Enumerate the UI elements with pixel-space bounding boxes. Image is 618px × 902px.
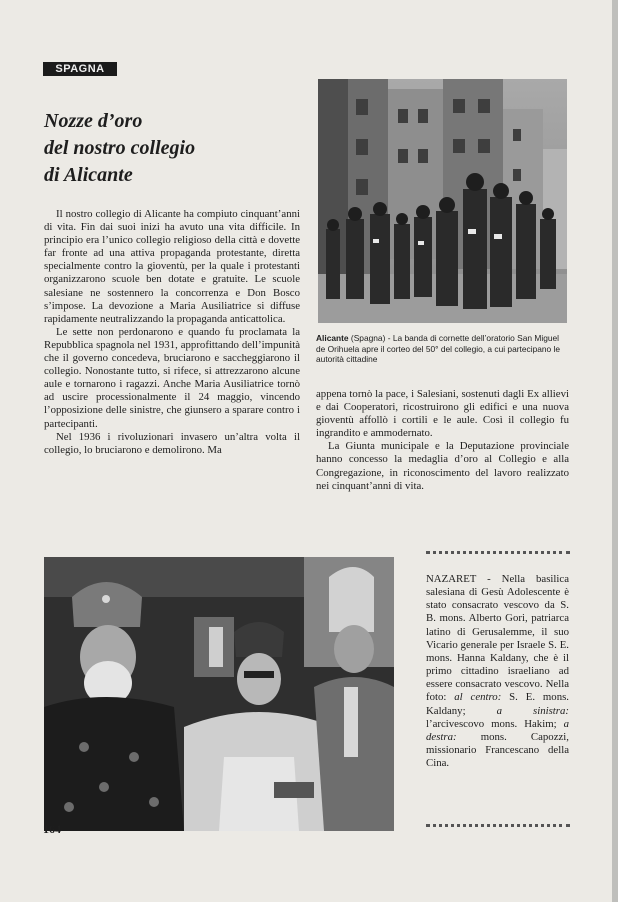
paragraph: appena tornò la pace, i Salesiani, sostenuti dagli Ex allievi e dai Cooperatori, ricostruirono gli edifici e una nuova gioventù affollò i cortili e le aule. Così il collegio fu ingrandito e ammodernato. xyxy=(316,388,569,440)
title-line-2: del nostro collegio xyxy=(44,137,196,159)
dotted-divider xyxy=(426,824,570,827)
paragraph: Le sette non perdonarono e quando fu proclamata la Repubblica spagnola nel 1931, approfittando dell’impunità che il governo concedeva, bruciarono e saccheggiarono il collegio. Nonostante tutto, si rifece, si attrezzarono alcune aule e tornarono i ragazzi. Anche Maria Ausiliatrice tornò ad uscire processionalmente il 24 maggio, vincendo l’opposizione delle sinistre, che giunsero a sparare contro i partecipanti. xyxy=(44,325,300,430)
bishops-consecration-photo xyxy=(44,557,394,831)
nazaret-text-1: - Nella basilica salesiana di Gesù Adolescente è stato consacrato vescovo da S. B. mons. Alberto Gori, patriarca latino di Gerusalemme, il suo Vicario generale per Israele S. E. mons. Hanna Kaldany, che è il primo cittadino israeliano ad essere consacrato vescovo. Nella foto: xyxy=(426,573,569,704)
nazaret-text-4: mons. Capozzi, missionario Francescano della Cina. xyxy=(426,730,569,770)
alicante-parade-photo xyxy=(318,79,567,323)
caption-place: Alicante xyxy=(316,333,349,343)
nazaret-text-3: l’arcivescovo mons. Hakim; xyxy=(426,717,564,730)
dotted-divider xyxy=(426,551,570,554)
nazaret-left-label: a sinistra: xyxy=(496,704,569,717)
section-badge: SPAGNA xyxy=(43,62,117,76)
caption-text: (Spagna) - La banda di cornette dell’oratorio San Miguel de Orihuela apre il corteo del 50° del collegio, a cui partecipano le autorità cittadine xyxy=(316,333,561,364)
page-number: 164 xyxy=(43,822,61,836)
nazaret-place: NAZARET xyxy=(426,573,477,585)
nazaret-center-label: al centro: xyxy=(454,691,502,704)
photo-caption-alicante xyxy=(316,333,569,365)
paragraph: Nel 1936 i rivoluzionari invasero un’altra volta il collegio, lo bruciarono e demolirono. Ma xyxy=(44,430,300,456)
article-column-2 xyxy=(316,388,569,493)
nazaret-caption xyxy=(426,573,569,770)
article-column-1 xyxy=(44,208,300,457)
nazaret-text-2: S. E. mons. Kaldany; xyxy=(426,691,570,717)
nazaret-right-label: a destra: xyxy=(426,717,569,743)
paragraph: La Giunta municipale e la Deputazione provinciale hanno concesso la medaglia d’oro al Collegio e alla Congregazione, in riconoscimento del lavoro realizzato nei cinquant’anni di vita. xyxy=(316,440,569,492)
title-line-1: Nozze d’oro xyxy=(44,110,143,132)
title-line-3: di Alicante xyxy=(44,164,133,186)
article-title xyxy=(44,108,294,189)
paragraph: Il nostro collegio di Alicante ha compiuto cinquant’anni di vita. Fin dai suoi inizi ha avuto una vita difficile. In principio era l’unico collegio religioso della città e dovette far fronte ad una attiva propaganda protestante, diretta specialmente contro la gioventù, per la quale i protestanti organizzarono scuole ben dotate e gratuite. Le scuole salesiane ne sostennero la concorrenza e Don Bosco s’impose. La devozione a Maria Ausiliatrice si diffuse rapidamente neutralizzando la propaganda anticattolica. xyxy=(44,208,300,325)
